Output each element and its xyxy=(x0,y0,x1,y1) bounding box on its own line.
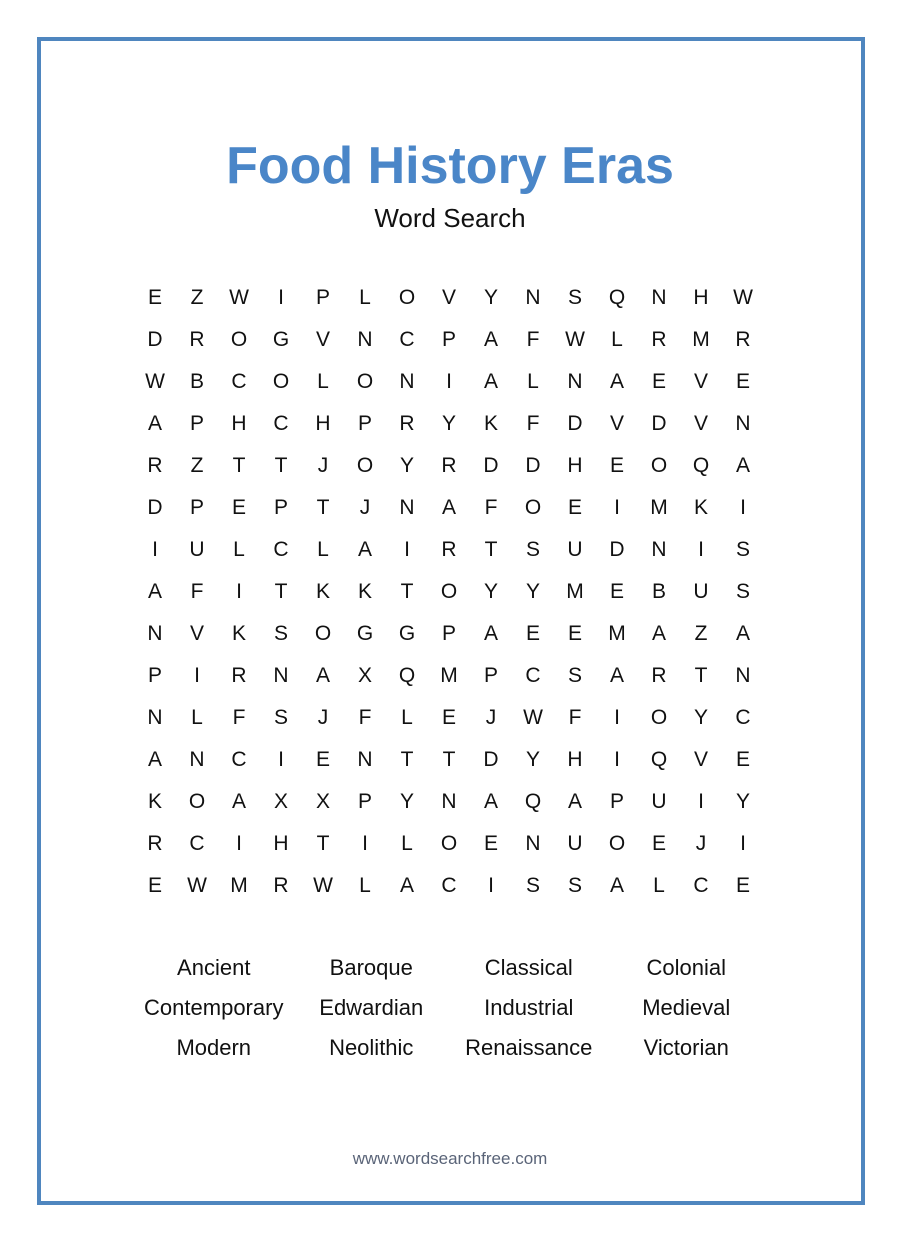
grid-letter: D xyxy=(525,454,541,477)
grid-letter: O xyxy=(356,454,374,477)
grid-letter: I xyxy=(614,748,620,771)
grid-letter: A xyxy=(357,538,372,561)
word-list xyxy=(135,948,765,1068)
grid-letter: C xyxy=(441,874,457,897)
word-list-item: Colonial xyxy=(646,955,726,980)
grid-letter: P xyxy=(357,412,372,435)
grid-letter: C xyxy=(273,538,289,561)
grid-letter: A xyxy=(147,580,162,603)
grid-letter: F xyxy=(568,706,582,729)
grid-letter: K xyxy=(357,580,372,603)
grid-letter: A xyxy=(567,790,582,813)
grid-letter: L xyxy=(359,874,371,897)
grid-letter: N xyxy=(651,538,667,561)
grid-letter: U xyxy=(189,538,205,561)
grid-letter: C xyxy=(231,370,247,393)
grid-letter: K xyxy=(147,790,162,813)
grid-letter: E xyxy=(735,748,750,771)
grid-letter: E xyxy=(147,874,162,897)
grid-letter: N xyxy=(525,832,541,855)
grid-letter: Q xyxy=(524,790,542,813)
grid-letter: I xyxy=(740,832,746,855)
grid-letter: O xyxy=(314,622,332,645)
grid-letter: S xyxy=(567,664,582,687)
grid-letter: I xyxy=(488,874,494,897)
grid-letter: M xyxy=(608,622,626,645)
grid-letter: M xyxy=(440,664,458,687)
grid-letter: T xyxy=(316,496,330,519)
grid-letter: E xyxy=(567,622,582,645)
grid-letter: N xyxy=(525,286,541,309)
grid-letter: B xyxy=(651,580,666,603)
grid-letter: T xyxy=(442,748,456,771)
grid-letter: C xyxy=(735,706,751,729)
grid-letter: V xyxy=(315,328,330,351)
grid-letter: R xyxy=(147,832,163,855)
grid-letter: L xyxy=(317,538,329,561)
grid-letter: T xyxy=(274,580,288,603)
footer-url[interactable]: www.wordsearchfree.com xyxy=(352,1149,548,1168)
grid-letter: I xyxy=(698,538,704,561)
grid-letter: D xyxy=(147,328,163,351)
grid-letter: C xyxy=(231,748,247,771)
grid-letter: I xyxy=(152,538,158,561)
grid-letter: D xyxy=(483,454,499,477)
grid-letter: N xyxy=(567,370,583,393)
grid-letter: R xyxy=(399,412,415,435)
grid-letter: Y xyxy=(735,790,750,813)
grid-letter: V xyxy=(693,370,708,393)
grid-letter: E xyxy=(483,832,498,855)
grid-letter: N xyxy=(357,748,373,771)
grid-letter: G xyxy=(272,328,290,351)
grid-letter: F xyxy=(526,328,540,351)
grid-letter: W xyxy=(733,286,753,309)
grid-letter: X xyxy=(357,664,372,687)
grid-letter: E xyxy=(315,748,330,771)
grid-letter: O xyxy=(440,580,458,603)
grid-letter: I xyxy=(194,664,200,687)
grid-letter: P xyxy=(189,496,204,519)
grid-letter: T xyxy=(400,748,414,771)
grid-letter: X xyxy=(273,790,288,813)
grid-letter: P xyxy=(609,790,624,813)
grid-letter: J xyxy=(317,706,329,729)
grid-letter: K xyxy=(693,496,708,519)
grid-letter: N xyxy=(273,664,289,687)
grid-letter: Z xyxy=(190,286,204,309)
grid-letter: I xyxy=(236,580,242,603)
grid-letter: C xyxy=(273,412,289,435)
grid-letter: A xyxy=(441,496,456,519)
grid-letter: E xyxy=(735,874,750,897)
grid-letter: W xyxy=(145,370,165,393)
word-list-item: Renaissance xyxy=(465,1035,593,1060)
grid-letter: O xyxy=(524,496,542,519)
grid-letter: F xyxy=(358,706,372,729)
grid-letter: S xyxy=(567,874,582,897)
grid-letter: A xyxy=(483,622,498,645)
grid-letter: M xyxy=(650,496,668,519)
grid-letter: P xyxy=(357,790,372,813)
grid-letter: P xyxy=(441,622,456,645)
word-list-item: Victorian xyxy=(643,1035,729,1060)
grid-letter: E xyxy=(231,496,246,519)
grid-letter: P xyxy=(273,496,288,519)
grid-letter: N xyxy=(357,328,373,351)
grid-letter: E xyxy=(441,706,456,729)
grid-letter: Y xyxy=(483,580,498,603)
grid-letter: L xyxy=(611,328,623,351)
grid-letter: C xyxy=(399,328,415,351)
grid-letter: R xyxy=(189,328,205,351)
grid-letter: F xyxy=(526,412,540,435)
grid-letter: O xyxy=(188,790,206,813)
grid-letter: L xyxy=(653,874,665,897)
grid-letter: V xyxy=(609,412,624,435)
grid-letter: A xyxy=(483,328,498,351)
grid-letter: A xyxy=(609,664,624,687)
grid-letter: T xyxy=(400,580,414,603)
grid-letter: N xyxy=(651,286,667,309)
grid-letter: R xyxy=(441,538,457,561)
grid-letter: H xyxy=(315,412,331,435)
grid-letter: Y xyxy=(525,748,540,771)
grid-letter: J xyxy=(695,832,707,855)
grid-letter: A xyxy=(315,664,330,687)
grid-letter: I xyxy=(236,832,242,855)
grid-letter: D xyxy=(567,412,583,435)
grid-letter: O xyxy=(230,328,248,351)
grid-letter: L xyxy=(401,706,413,729)
word-list-item: Medieval xyxy=(642,995,731,1020)
grid-letter: D xyxy=(609,538,625,561)
grid-letter: C xyxy=(525,664,541,687)
grid-letter: X xyxy=(315,790,330,813)
grid-letter: I xyxy=(614,496,620,519)
grid-letter: Y xyxy=(399,790,414,813)
grid-letter: Q xyxy=(398,664,416,687)
grid-letter: F xyxy=(484,496,498,519)
grid-letter: M xyxy=(692,328,710,351)
word-list-item: Modern xyxy=(176,1035,252,1060)
grid-letter: N xyxy=(735,664,751,687)
grid-letter: P xyxy=(147,664,162,687)
grid-letter: V xyxy=(441,286,456,309)
grid-letter: E xyxy=(147,286,162,309)
grid-letter: A xyxy=(735,454,750,477)
grid-letter: A xyxy=(609,874,624,897)
grid-letter: L xyxy=(401,832,413,855)
letter-grid xyxy=(134,277,764,907)
grid-letter: U xyxy=(567,538,583,561)
grid-letter: A xyxy=(483,370,498,393)
word-list-item: Industrial xyxy=(484,995,574,1020)
grid-letter: K xyxy=(231,622,246,645)
grid-letter: L xyxy=(527,370,539,393)
grid-letter: I xyxy=(404,538,410,561)
grid-letter: P xyxy=(483,664,498,687)
grid-letter: R xyxy=(651,664,667,687)
word-list-item: Baroque xyxy=(329,955,413,980)
grid-letter: N xyxy=(441,790,457,813)
grid-letter: V xyxy=(693,412,708,435)
grid-letter: Y xyxy=(483,286,498,309)
grid-letter: O xyxy=(356,370,374,393)
grid-letter: E xyxy=(651,832,666,855)
grid-letter: E xyxy=(567,496,582,519)
grid-letter: N xyxy=(399,370,415,393)
grid-letter: S xyxy=(273,622,288,645)
grid-letter: S xyxy=(273,706,288,729)
grid-letter: L xyxy=(359,286,371,309)
grid-letter: W xyxy=(187,874,207,897)
grid-letter: O xyxy=(608,832,626,855)
grid-letter: S xyxy=(735,580,750,603)
grid-letter: D xyxy=(483,748,499,771)
grid-letter: S xyxy=(525,874,540,897)
page-title: Food History Eras xyxy=(226,137,674,195)
grid-letter: U xyxy=(567,832,583,855)
grid-letter: W xyxy=(565,328,585,351)
grid-letter: N xyxy=(147,706,163,729)
grid-letter: Z xyxy=(190,454,204,477)
grid-letter: O xyxy=(272,370,290,393)
grid-letter: T xyxy=(316,832,330,855)
grid-letter: D xyxy=(147,496,163,519)
grid-letter: A xyxy=(231,790,246,813)
grid-letter: R xyxy=(735,328,751,351)
grid-letter: A xyxy=(651,622,666,645)
grid-letter: I xyxy=(614,706,620,729)
grid-letter: P xyxy=(441,328,456,351)
grid-letter: H xyxy=(567,748,583,771)
grid-letter: A xyxy=(483,790,498,813)
word-list-item: Classical xyxy=(484,955,573,980)
grid-letter: I xyxy=(698,790,704,813)
grid-letter: R xyxy=(231,664,247,687)
word-list-item: Ancient xyxy=(177,955,251,980)
grid-letter: E xyxy=(651,370,666,393)
grid-letter: H xyxy=(231,412,247,435)
grid-letter: I xyxy=(278,748,284,771)
grid-letter: T xyxy=(274,454,288,477)
grid-letter: Y xyxy=(399,454,414,477)
grid-letter: Y xyxy=(693,706,708,729)
grid-letter: T xyxy=(232,454,246,477)
grid-letter: O xyxy=(650,706,668,729)
grid-letter: Q xyxy=(650,748,668,771)
grid-letter: P xyxy=(315,286,330,309)
grid-letter: D xyxy=(651,412,667,435)
grid-letter: V xyxy=(189,622,204,645)
grid-letter: O xyxy=(440,832,458,855)
grid-letter: M xyxy=(230,874,248,897)
grid-letter: H xyxy=(273,832,289,855)
grid-letter: U xyxy=(651,790,667,813)
grid-letter: J xyxy=(485,706,497,729)
grid-letter: C xyxy=(693,874,709,897)
grid-letter: I xyxy=(446,370,452,393)
grid-letter: I xyxy=(362,832,368,855)
grid-letter: C xyxy=(189,832,205,855)
grid-letter: Y xyxy=(441,412,456,435)
grid-letter: U xyxy=(693,580,709,603)
grid-letter: I xyxy=(740,496,746,519)
grid-letter: R xyxy=(147,454,163,477)
grid-letter: R xyxy=(441,454,457,477)
grid-letter: N xyxy=(147,622,163,645)
grid-letter: L xyxy=(233,538,245,561)
grid-letter: Y xyxy=(525,580,540,603)
grid-letter: B xyxy=(189,370,204,393)
grid-letter: V xyxy=(693,748,708,771)
grid-letter: W xyxy=(229,286,249,309)
grid-letter: G xyxy=(398,622,416,645)
grid-letter: I xyxy=(278,286,284,309)
word-list-item: Contemporary xyxy=(144,995,284,1020)
grid-letter: R xyxy=(273,874,289,897)
grid-letter: E xyxy=(609,580,624,603)
grid-letter: S xyxy=(525,538,540,561)
grid-letter: Z xyxy=(694,622,708,645)
grid-letter: O xyxy=(650,454,668,477)
grid-letter: L xyxy=(317,370,329,393)
word-list-item: Edwardian xyxy=(319,995,424,1020)
grid-letter: F xyxy=(232,706,246,729)
grid-letter: T xyxy=(694,664,708,687)
grid-letter: F xyxy=(190,580,204,603)
grid-letter: A xyxy=(147,748,162,771)
grid-letter: G xyxy=(356,622,374,645)
grid-letter: E xyxy=(735,370,750,393)
word-list-item: Neolithic xyxy=(329,1035,414,1060)
grid-letter: L xyxy=(191,706,203,729)
grid-letter: M xyxy=(566,580,584,603)
grid-letter: R xyxy=(651,328,667,351)
grid-letter: J xyxy=(317,454,329,477)
grid-letter: N xyxy=(399,496,415,519)
grid-letter: E xyxy=(525,622,540,645)
grid-letter: E xyxy=(609,454,624,477)
grid-letter: A xyxy=(147,412,162,435)
grid-letter: O xyxy=(398,286,416,309)
grid-letter: A xyxy=(735,622,750,645)
grid-letter: H xyxy=(567,454,583,477)
grid-letter: P xyxy=(189,412,204,435)
grid-letter: A xyxy=(399,874,414,897)
grid-letter: S xyxy=(567,286,582,309)
grid-letter: N xyxy=(189,748,205,771)
grid-letter: S xyxy=(735,538,750,561)
grid-letter: W xyxy=(313,874,333,897)
grid-letter: J xyxy=(359,496,371,519)
grid-letter: Q xyxy=(608,286,626,309)
grid-letter: K xyxy=(315,580,330,603)
grid-letter: W xyxy=(523,706,543,729)
grid-letter: H xyxy=(693,286,709,309)
grid-letter: K xyxy=(483,412,498,435)
page-subtitle: Word Search xyxy=(374,203,526,233)
grid-letter: A xyxy=(609,370,624,393)
grid-letter: Q xyxy=(692,454,710,477)
grid-letter: T xyxy=(484,538,498,561)
grid-letter: N xyxy=(735,412,751,435)
